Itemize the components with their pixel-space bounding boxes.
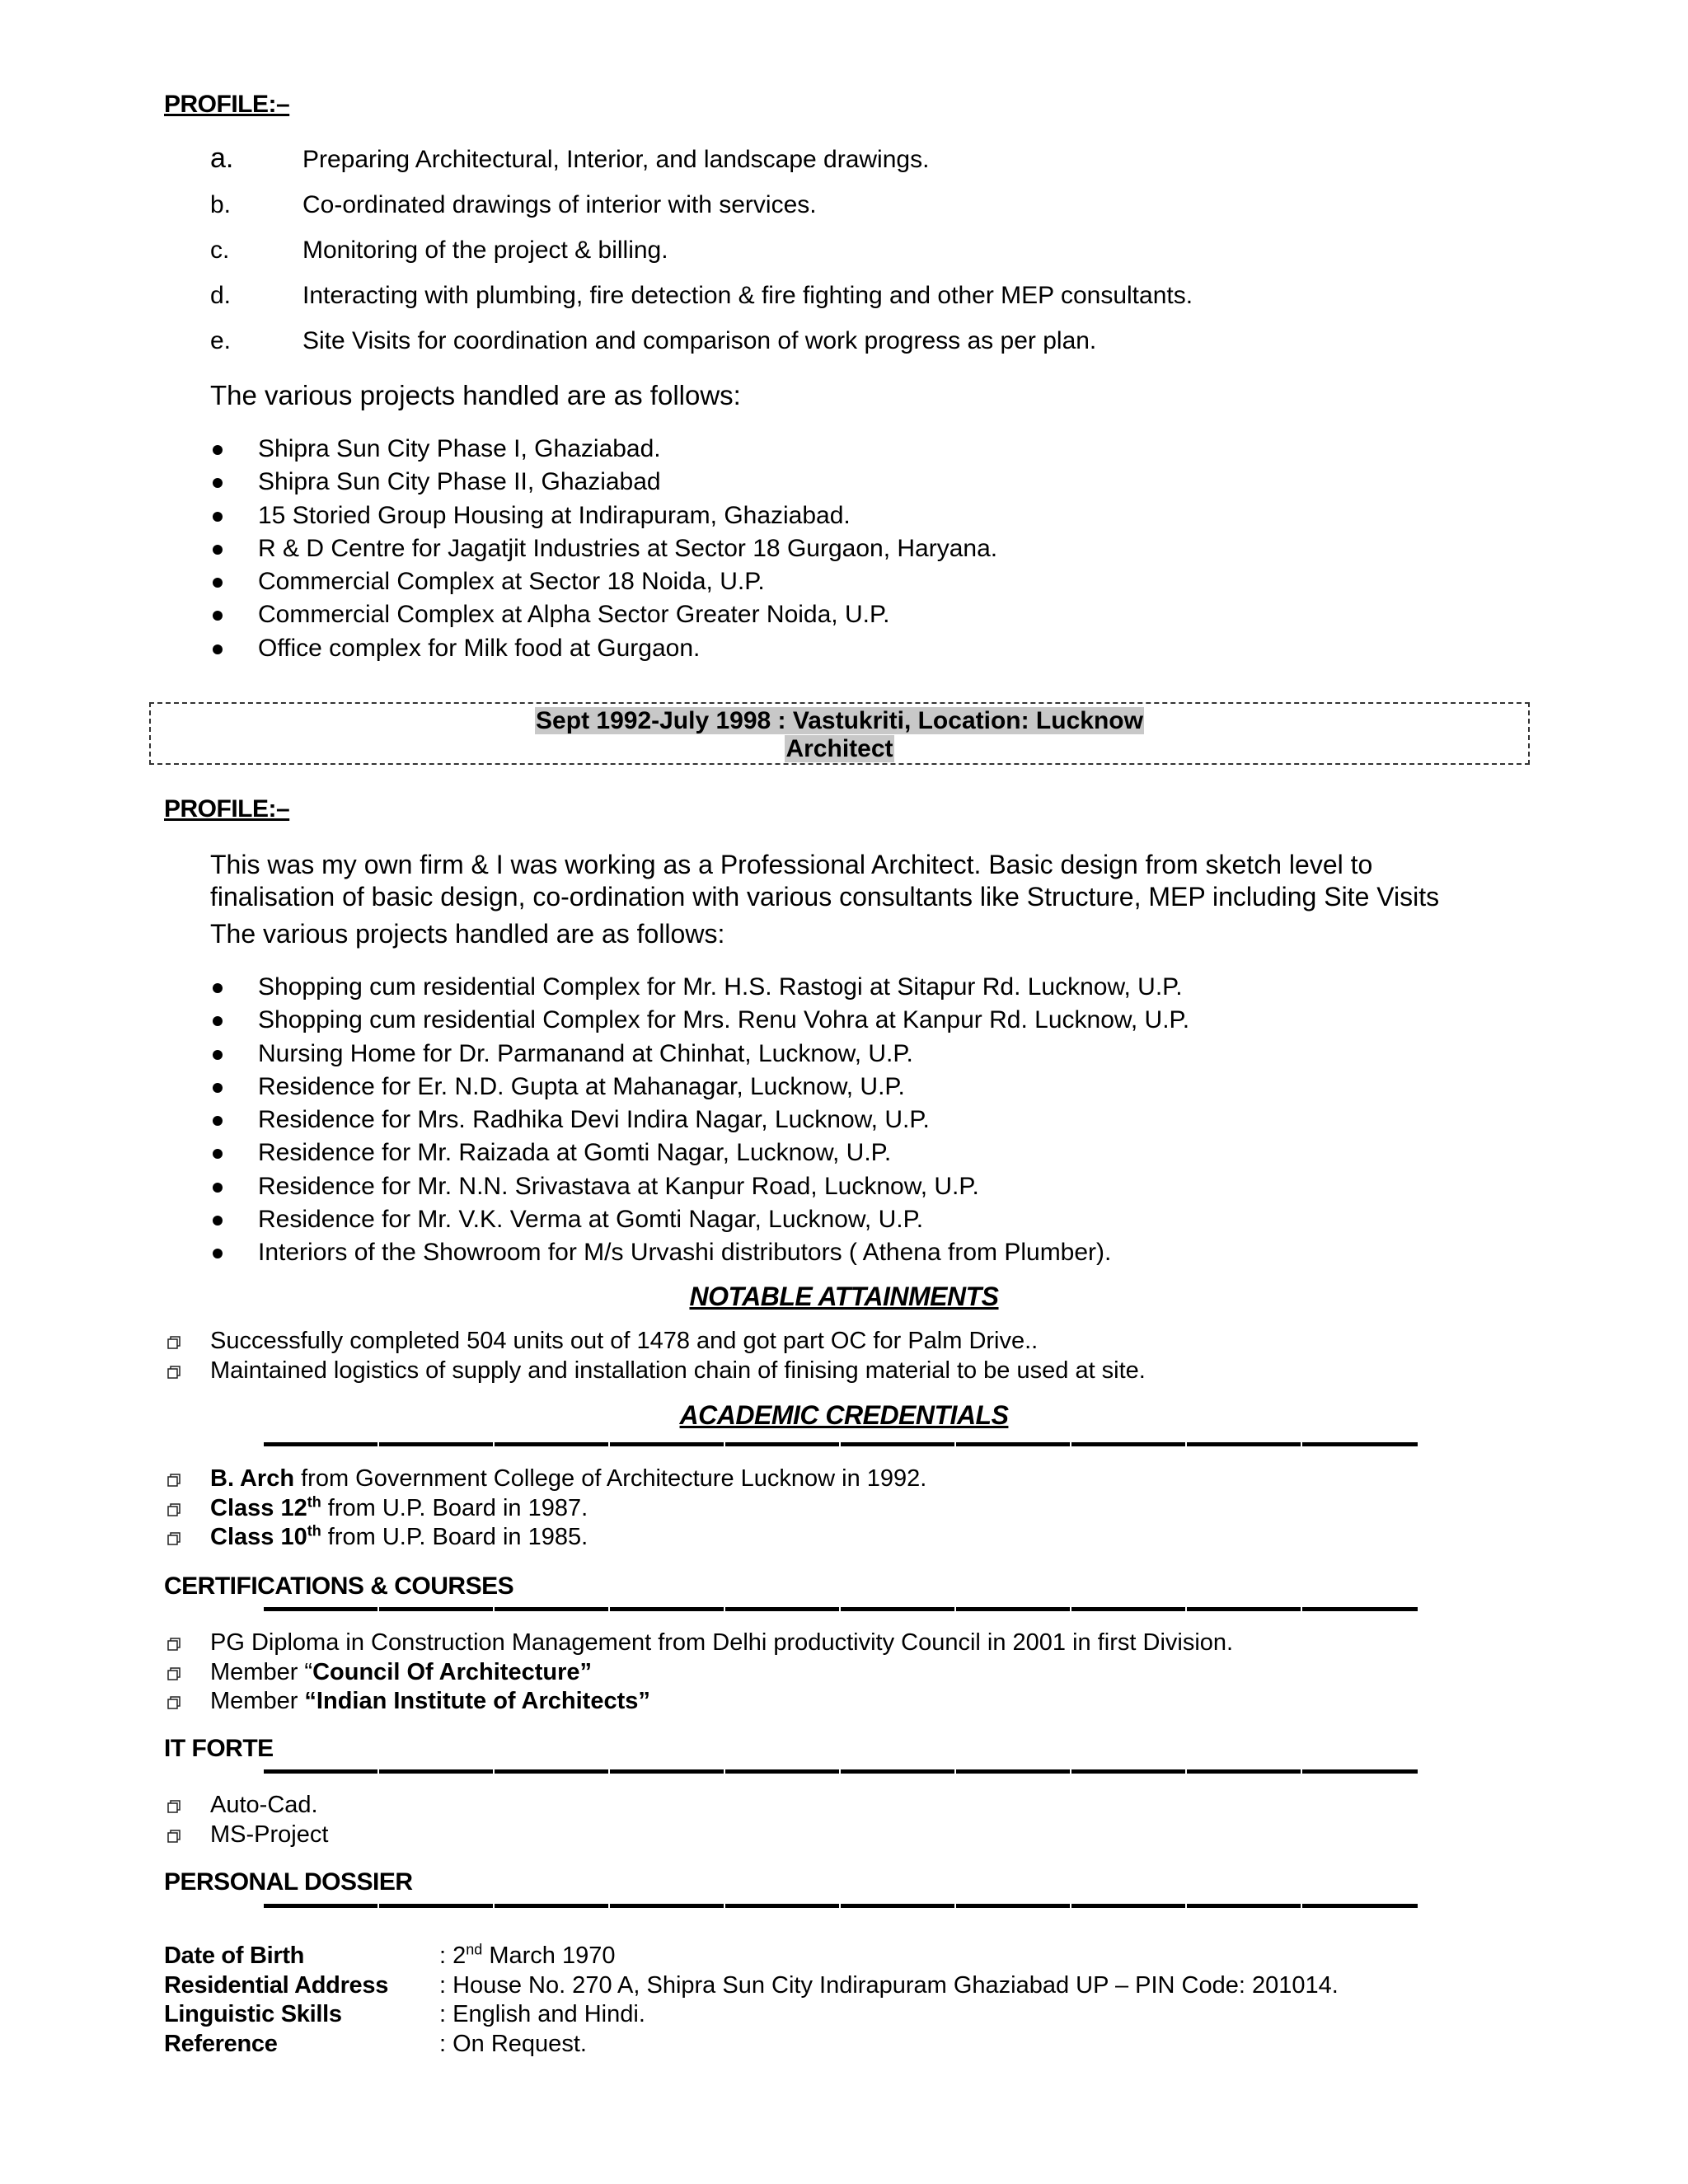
checkbox-bullet-icon <box>167 1503 181 1517</box>
checkbox-bullet-icon <box>167 1336 181 1350</box>
bullet-icon <box>213 983 223 993</box>
bullet-icon <box>213 445 223 455</box>
bullet-icon <box>213 1116 223 1126</box>
field-value: : English and Hindi. <box>439 2001 645 2027</box>
profile-paragraph-line: finalisation of basic design, co-ordination with various consultants like Structure, MEP including Site Visits <box>210 882 1440 912</box>
duty-text: Monitoring of the project & billing. <box>302 237 668 264</box>
checkbox-bullet-icon <box>167 1696 181 1710</box>
field-label: Residential Address <box>164 1971 389 1999</box>
bullet-icon <box>213 644 223 654</box>
field-label: Date of Birth <box>164 1943 305 1969</box>
duty-marker: a. <box>210 143 234 174</box>
duty-text: Site Visits for coordination and comparison of work progress as per plan. <box>302 327 1097 354</box>
job-title-box <box>149 702 1530 765</box>
bullet-icon <box>213 512 223 522</box>
bullet-icon <box>213 545 223 555</box>
duty-marker: e. <box>210 327 232 354</box>
duty-text: Co-ordinated drawings of interior with services. <box>302 191 817 218</box>
bullet-icon <box>213 1050 223 1060</box>
bullet-icon <box>213 1216 223 1226</box>
checkbox-bullet-icon <box>167 1366 181 1380</box>
projects-intro: The various projects handled are as follows: <box>210 919 725 949</box>
field-label: Linguistic Skills <box>164 2001 342 2027</box>
duty-marker: c. <box>210 237 230 264</box>
checkbox-bullet-icon <box>167 1830 181 1844</box>
academic-title: ACADEMIC CREDENTIALS <box>679 1400 1009 1430</box>
section-divider <box>264 1904 1418 1908</box>
profile-heading: PROFILE:– <box>164 795 290 823</box>
degree-name: B. Arch <box>210 1465 295 1492</box>
duty-text: Interacting with plumbing, fire detection & fire fighting and other MEP consultants. <box>302 282 1193 309</box>
job-role: Architect <box>785 735 893 762</box>
degree-name: Class 12 <box>210 1494 307 1521</box>
bullet-icon <box>213 1183 223 1193</box>
bullet-icon <box>213 1249 223 1258</box>
profile-paragraph-line: This was my own firm & I was working as a Professional Architect. Basic design from sketch level to <box>210 850 1373 879</box>
job-period-location: Sept 1992-July 1998 : Vastukriti, Location: Lucknow <box>536 707 1143 734</box>
bullet-icon <box>213 611 223 621</box>
field-value: : On Request. <box>439 2030 587 2057</box>
checkbox-bullet-icon <box>167 1638 181 1652</box>
field-value: : House No. 270 A, Shipra Sun City Indirapuram Ghaziabad UP – PIN Code: 201014. <box>439 1971 1339 1999</box>
profile-heading: PROFILE:– <box>164 91 290 118</box>
checkbox-bullet-icon <box>167 1532 181 1546</box>
it-forte-heading: IT FORTE <box>164 1735 274 1762</box>
degree-name: Class 10 <box>210 1524 307 1550</box>
bullet-icon <box>213 578 223 588</box>
section-divider <box>264 1442 1418 1446</box>
duty-marker: b. <box>210 191 232 218</box>
field-value: : 2nd March 1970 <box>439 1941 616 1969</box>
attainments-title: NOTABLE ATTAINMENTS <box>689 1282 999 1311</box>
resume-page: PROFILE:– a. Preparing Architectural, Interior, and landscape drawings. b. Co-ordinated drawings of interior with services. c. Monitoring of the project & billing. d. Interacting with plumbing, fire detection & fire fighting and other MEP consultants. e. Site Visits for coordination and comparison of work progress as per plan. The various projects handled are as follows: Shipra Sun City Phase I, Ghaziabad. Shipra Sun City Phase II, Ghaziabad 15 Storied Group Housing at Indirapuram, Ghaziabad. R & D Centre for Jagatjit Industries at Sector 18 Gurgaon, Haryana. Commercial Complex at Sector 18 Noida, U.P. Commercial Complex at Alpha Sector Greater Noida, U.P. Office complex for Milk food at Gurgaon. Sept 1992-July 1998 : Vastukriti, Location: Lucknow Architect PROFILE:– This was my own firm & I was working as a Professional Architect. Basic design from sketch level to finalisation of basic design, co-ordination with various consultants like Structure, MEP including Site Visits The various projects handled are as follows: Shopping cum residential Complex for Mr. H.S. Rastogi at Sitapur Rd. Lucknow, U.P. Shopping cum residential Complex for Mrs. Renu Vohra at Kanpur Rd. Lucknow, U.P. Nursing Home for Dr. Parmanand at Chinhat, Lucknow, U.P. Residence for Er. N.D. Gupta at Mahanagar, Lucknow, U.P. Residence for Mrs. Radhika Devi Indira Nagar, Lucknow, U.P. Residence for Mr. Raizada at Gomti Nagar, Lucknow, U.P. Residence for Mr. N.N. Srivastava at Kanpur Road, Lucknow, U.P. Residence for Mr. V.K. Verma at Gomti Nagar, Lucknow, U.P. Interiors of the Showroom for M/s Urvashi distributors ( Athena from Plumber). NOTABLE ATTAINMENTS Successfully completed 504 units out of 1478 and got part OC for Palm Drive.. Maintained logistics of supply and installation chain of finising material to be used at site. ACADEMIC CREDENTIALS B. Arch from Government College of Architecture Lucknow in 1992. Class 12th from U.P. Board in 1987. Class 10th from U.P. Board in 1985. CERTIFICATIONS & COURSES PG Diploma in Construction Management from Delhi productivity Council in 2001 in first Division. Member “Council Of Architecture” Member “Indian Institute of Architects” IT FORTE Auto-Cad. MS-Project PERSONAL DOSSIER Date of Birth : 2nd March 1970 Residential Address : House No. 270 A, Shipra Sun City Indirapuram Ghaziabad UP – PIN Code: 201014. Linguistic Skills : English and Hindi. Reference : On Request. <box>0 0 1688 2184</box>
checkbox-bullet-icon <box>167 1667 181 1681</box>
bullet-icon <box>213 1016 223 1026</box>
projects-intro: The various projects handled are as follows: <box>210 380 741 410</box>
personal-dossier-heading: PERSONAL DOSSIER <box>164 1868 413 1896</box>
bullet-icon <box>213 1083 223 1093</box>
certifications-heading: CERTIFICATIONS & COURSES <box>164 1572 514 1600</box>
field-label: Reference <box>164 2030 278 2057</box>
bullet-icon <box>213 1149 223 1159</box>
duty-text: Preparing Architectural, Interior, and landscape drawings. <box>302 146 930 173</box>
duty-marker: d. <box>210 282 232 309</box>
bullet-icon <box>213 478 223 488</box>
checkbox-bullet-icon <box>167 1800 181 1814</box>
section-divider <box>264 1607 1418 1611</box>
checkbox-bullet-icon <box>167 1474 181 1488</box>
section-divider <box>264 1769 1418 1774</box>
